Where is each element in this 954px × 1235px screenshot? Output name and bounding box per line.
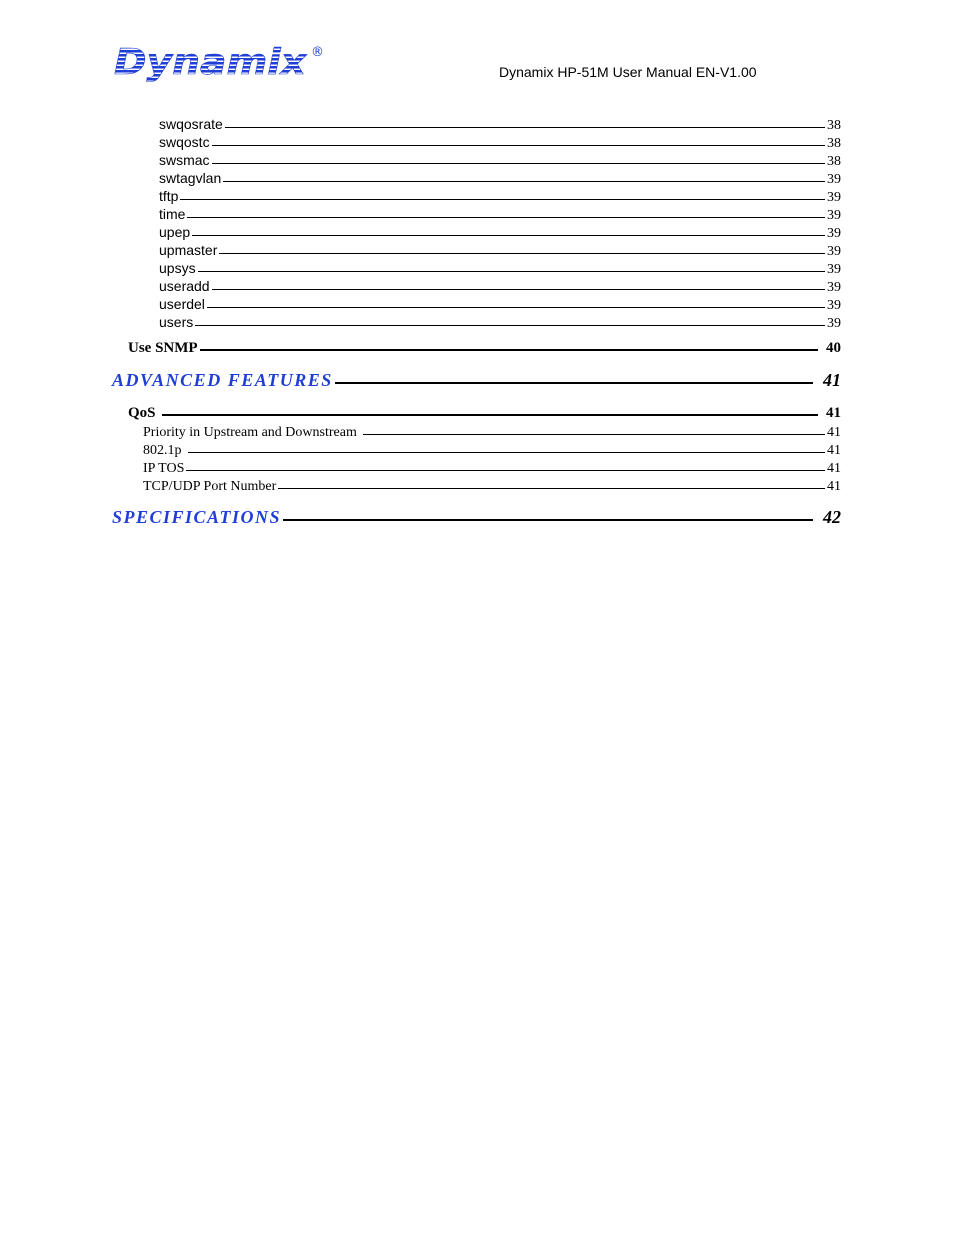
toc-entry-label: 802.1p [143,443,182,458]
dot-leader [195,325,825,326]
toc-entry-advanced-features[interactable] [112,370,841,391]
toc-entry-label: time [159,206,186,222]
toc-entry-label: upsys [159,260,196,276]
toc-entry-label: IP TOS [143,461,185,476]
toc-entry-label: swtagvlan [159,170,222,186]
toc-entry-use-snmp[interactable] [128,340,841,357]
dot-leader [219,253,825,254]
toc-page-number: 39 [827,226,841,241]
toc-page-number: 41 [826,405,841,421]
toc-entry-label: swsmac [159,152,210,168]
toc-entry-label: useradd [159,278,210,294]
dot-leader [212,163,825,164]
dot-leader [186,470,825,471]
toc-entry-qos[interactable] [128,405,841,422]
dot-leader [180,199,825,200]
toc-entry-users[interactable] [159,314,841,332]
toc-entry-tcp-udp-port[interactable] [143,479,841,495]
svg-text:Dynamix: Dynamix [114,42,308,83]
toc-entry-specifications[interactable] [112,507,841,528]
toc-entry-upmaster[interactable] [159,242,841,260]
toc-entry-label: tftp [159,188,179,204]
dot-leader [200,349,818,351]
toc-page-number: 41 [823,370,841,390]
toc-entry-label: QoS [128,405,156,421]
toc-page-number: 38 [827,118,841,133]
dot-leader [198,271,825,272]
dot-leader [212,145,825,146]
toc-entry-label: SPECIFICATIONS [112,507,282,527]
dot-leader [192,235,825,236]
toc-page-number: 39 [827,298,841,313]
dot-leader [212,289,825,290]
toc-page-number: 40 [826,340,841,356]
toc-entry-swsmac[interactable] [159,152,841,170]
svg-text:®: ® [311,45,324,60]
dot-leader [223,181,825,182]
dot-leader [225,127,825,128]
toc-entry-label: upep [159,224,191,240]
toc-entry-label: swqosrate [159,116,223,132]
toc-page-number: 41 [827,443,841,458]
dot-leader [187,217,825,218]
toc-page-number: 41 [827,479,841,494]
toc-page-number: 39 [827,280,841,295]
toc-entry-label: Priority in Upstream and Downstream [143,425,357,440]
toc-page-number: 39 [827,316,841,331]
dot-leader [278,488,825,489]
toc-entry-8021p[interactable] [143,443,841,459]
toc-entry-time[interactable] [159,206,841,224]
dot-leader [363,434,825,435]
toc-entry-label: users [159,314,194,330]
toc-page-number: 38 [827,136,841,151]
toc-page-number: 39 [827,262,841,277]
toc-entry-upep[interactable] [159,224,841,242]
toc-entry-ip-tos[interactable] [143,461,841,477]
toc-entry-userdel[interactable] [159,296,841,314]
toc-entry-swqosrate[interactable] [159,116,841,134]
toc-page-number: 39 [827,208,841,223]
dynamix-logo [112,38,332,86]
toc-page-number: 42 [823,507,841,527]
toc-entry-label: Use SNMP [128,340,198,356]
toc-page-number: 39 [827,172,841,187]
toc-page-number: 41 [827,461,841,476]
dot-leader [207,307,825,308]
toc-entry-label: swqostc [159,134,210,150]
toc-page-number: 38 [827,154,841,169]
document-header-title: Dynamix HP-51M User Manual EN-V1.00 [499,64,757,80]
toc-entry-label: upmaster [159,242,218,258]
toc-entry-label: TCP/UDP Port Number [143,479,277,494]
toc-page-number: 39 [827,190,841,205]
dot-leader [188,452,826,453]
toc-entry-tftp[interactable] [159,188,841,206]
dot-leader [283,519,813,521]
toc-page-number: 39 [827,244,841,259]
toc-entry-label: userdel [159,296,205,312]
toc-entry-swqostc[interactable] [159,134,841,152]
dot-leader [162,414,818,416]
toc-page-number: 41 [827,425,841,440]
toc-entry-priority[interactable] [143,425,841,441]
dot-leader [335,382,813,384]
toc-entry-upsys[interactable] [159,260,841,278]
toc-entry-label: ADVANCED FEATURES [112,370,333,390]
toc-entry-useradd[interactable] [159,278,841,296]
toc-entry-swtagvlan[interactable] [159,170,841,188]
